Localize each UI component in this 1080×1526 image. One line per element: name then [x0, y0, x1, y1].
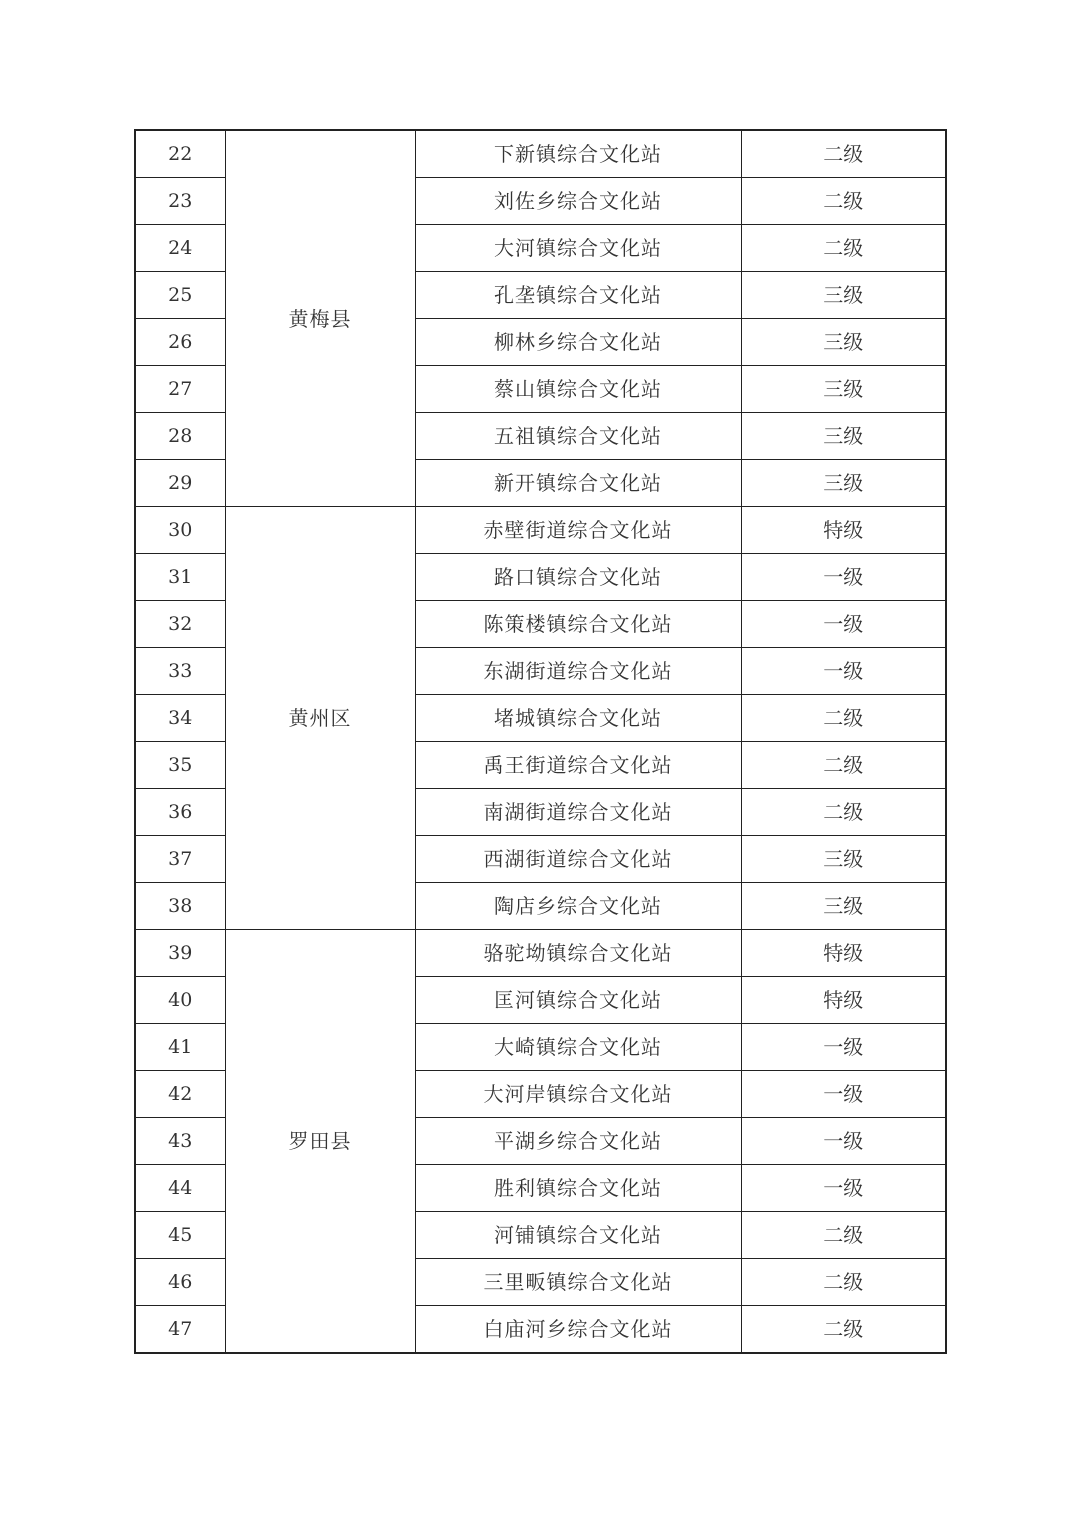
station-level-cell: 一级 — [741, 1024, 946, 1071]
row-number-cell: 37 — [135, 836, 225, 883]
station-level-cell: 二级 — [741, 1212, 946, 1259]
station-level-cell: 三级 — [741, 460, 946, 507]
row-number-cell: 25 — [135, 272, 225, 319]
station-name-cell: 陶店乡综合文化站 — [415, 883, 741, 930]
station-name-cell: 蔡山镇综合文化站 — [415, 366, 741, 413]
row-number-cell: 28 — [135, 413, 225, 460]
row-number-cell: 44 — [135, 1165, 225, 1212]
row-number-cell: 40 — [135, 977, 225, 1024]
station-name-cell: 孔垄镇综合文化站 — [415, 272, 741, 319]
station-level-cell: 三级 — [741, 319, 946, 366]
county-cell: 黄梅县 — [225, 130, 415, 507]
row-number-cell: 43 — [135, 1118, 225, 1165]
station-name-cell: 大崎镇综合文化站 — [415, 1024, 741, 1071]
station-name-cell: 平湖乡综合文化站 — [415, 1118, 741, 1165]
row-number-cell: 39 — [135, 930, 225, 977]
culture-station-table — [134, 129, 947, 1354]
station-level-cell: 三级 — [741, 366, 946, 413]
station-level-cell: 二级 — [741, 225, 946, 272]
station-level-cell: 三级 — [741, 883, 946, 930]
station-level-cell: 一级 — [741, 1071, 946, 1118]
station-level-cell: 特级 — [741, 930, 946, 977]
row-number-cell: 26 — [135, 319, 225, 366]
row-number-cell: 36 — [135, 789, 225, 836]
station-name-cell: 南湖街道综合文化站 — [415, 789, 741, 836]
station-name-cell: 新开镇综合文化站 — [415, 460, 741, 507]
station-level-cell: 一级 — [741, 648, 946, 695]
station-level-cell: 特级 — [741, 977, 946, 1024]
station-name-cell: 胜利镇综合文化站 — [415, 1165, 741, 1212]
station-level-cell: 二级 — [741, 130, 946, 178]
row-number-cell: 32 — [135, 601, 225, 648]
station-level-cell: 一级 — [741, 1165, 946, 1212]
row-number-cell: 23 — [135, 178, 225, 225]
station-name-cell: 匡河镇综合文化站 — [415, 977, 741, 1024]
station-level-cell: 二级 — [741, 1259, 946, 1306]
station-level-cell: 一级 — [741, 1118, 946, 1165]
station-name-cell: 白庙河乡综合文化站 — [415, 1306, 741, 1354]
table-row — [135, 930, 946, 977]
station-name-cell: 堵城镇综合文化站 — [415, 695, 741, 742]
station-level-cell: 一级 — [741, 554, 946, 601]
row-number-cell: 27 — [135, 366, 225, 413]
station-level-cell: 三级 — [741, 413, 946, 460]
station-name-cell: 禹王街道综合文化站 — [415, 742, 741, 789]
table-row — [135, 130, 946, 178]
county-cell: 黄州区 — [225, 507, 415, 930]
station-name-cell: 赤壁街道综合文化站 — [415, 507, 741, 554]
station-level-cell: 一级 — [741, 601, 946, 648]
station-name-cell: 五祖镇综合文化站 — [415, 413, 741, 460]
station-level-cell: 二级 — [741, 742, 946, 789]
station-name-cell: 下新镇综合文化站 — [415, 130, 741, 178]
station-name-cell: 骆驼坳镇综合文化站 — [415, 930, 741, 977]
row-number-cell: 34 — [135, 695, 225, 742]
station-name-cell: 河铺镇综合文化站 — [415, 1212, 741, 1259]
row-number-cell: 22 — [135, 130, 225, 178]
station-level-cell: 三级 — [741, 836, 946, 883]
station-name-cell: 大河镇综合文化站 — [415, 225, 741, 272]
row-number-cell: 29 — [135, 460, 225, 507]
station-name-cell: 大河岸镇综合文化站 — [415, 1071, 741, 1118]
station-name-cell: 陈策楼镇综合文化站 — [415, 601, 741, 648]
row-number-cell: 35 — [135, 742, 225, 789]
station-name-cell: 柳林乡综合文化站 — [415, 319, 741, 366]
station-level-cell: 二级 — [741, 695, 946, 742]
row-number-cell: 45 — [135, 1212, 225, 1259]
row-number-cell: 41 — [135, 1024, 225, 1071]
station-level-cell: 特级 — [741, 507, 946, 554]
row-number-cell: 33 — [135, 648, 225, 695]
station-level-cell: 二级 — [741, 178, 946, 225]
station-name-cell: 路口镇综合文化站 — [415, 554, 741, 601]
row-number-cell: 30 — [135, 507, 225, 554]
county-cell: 罗田县 — [225, 930, 415, 1354]
row-number-cell: 47 — [135, 1306, 225, 1354]
station-level-cell: 二级 — [741, 789, 946, 836]
station-level-cell: 二级 — [741, 1306, 946, 1354]
row-number-cell: 42 — [135, 1071, 225, 1118]
table-body — [135, 130, 946, 1353]
table-row — [135, 507, 946, 554]
station-name-cell: 三里畈镇综合文化站 — [415, 1259, 741, 1306]
row-number-cell: 46 — [135, 1259, 225, 1306]
station-level-cell: 三级 — [741, 272, 946, 319]
station-name-cell: 东湖街道综合文化站 — [415, 648, 741, 695]
row-number-cell: 24 — [135, 225, 225, 272]
station-name-cell: 西湖街道综合文化站 — [415, 836, 741, 883]
row-number-cell: 38 — [135, 883, 225, 930]
row-number-cell: 31 — [135, 554, 225, 601]
station-name-cell: 刘佐乡综合文化站 — [415, 178, 741, 225]
